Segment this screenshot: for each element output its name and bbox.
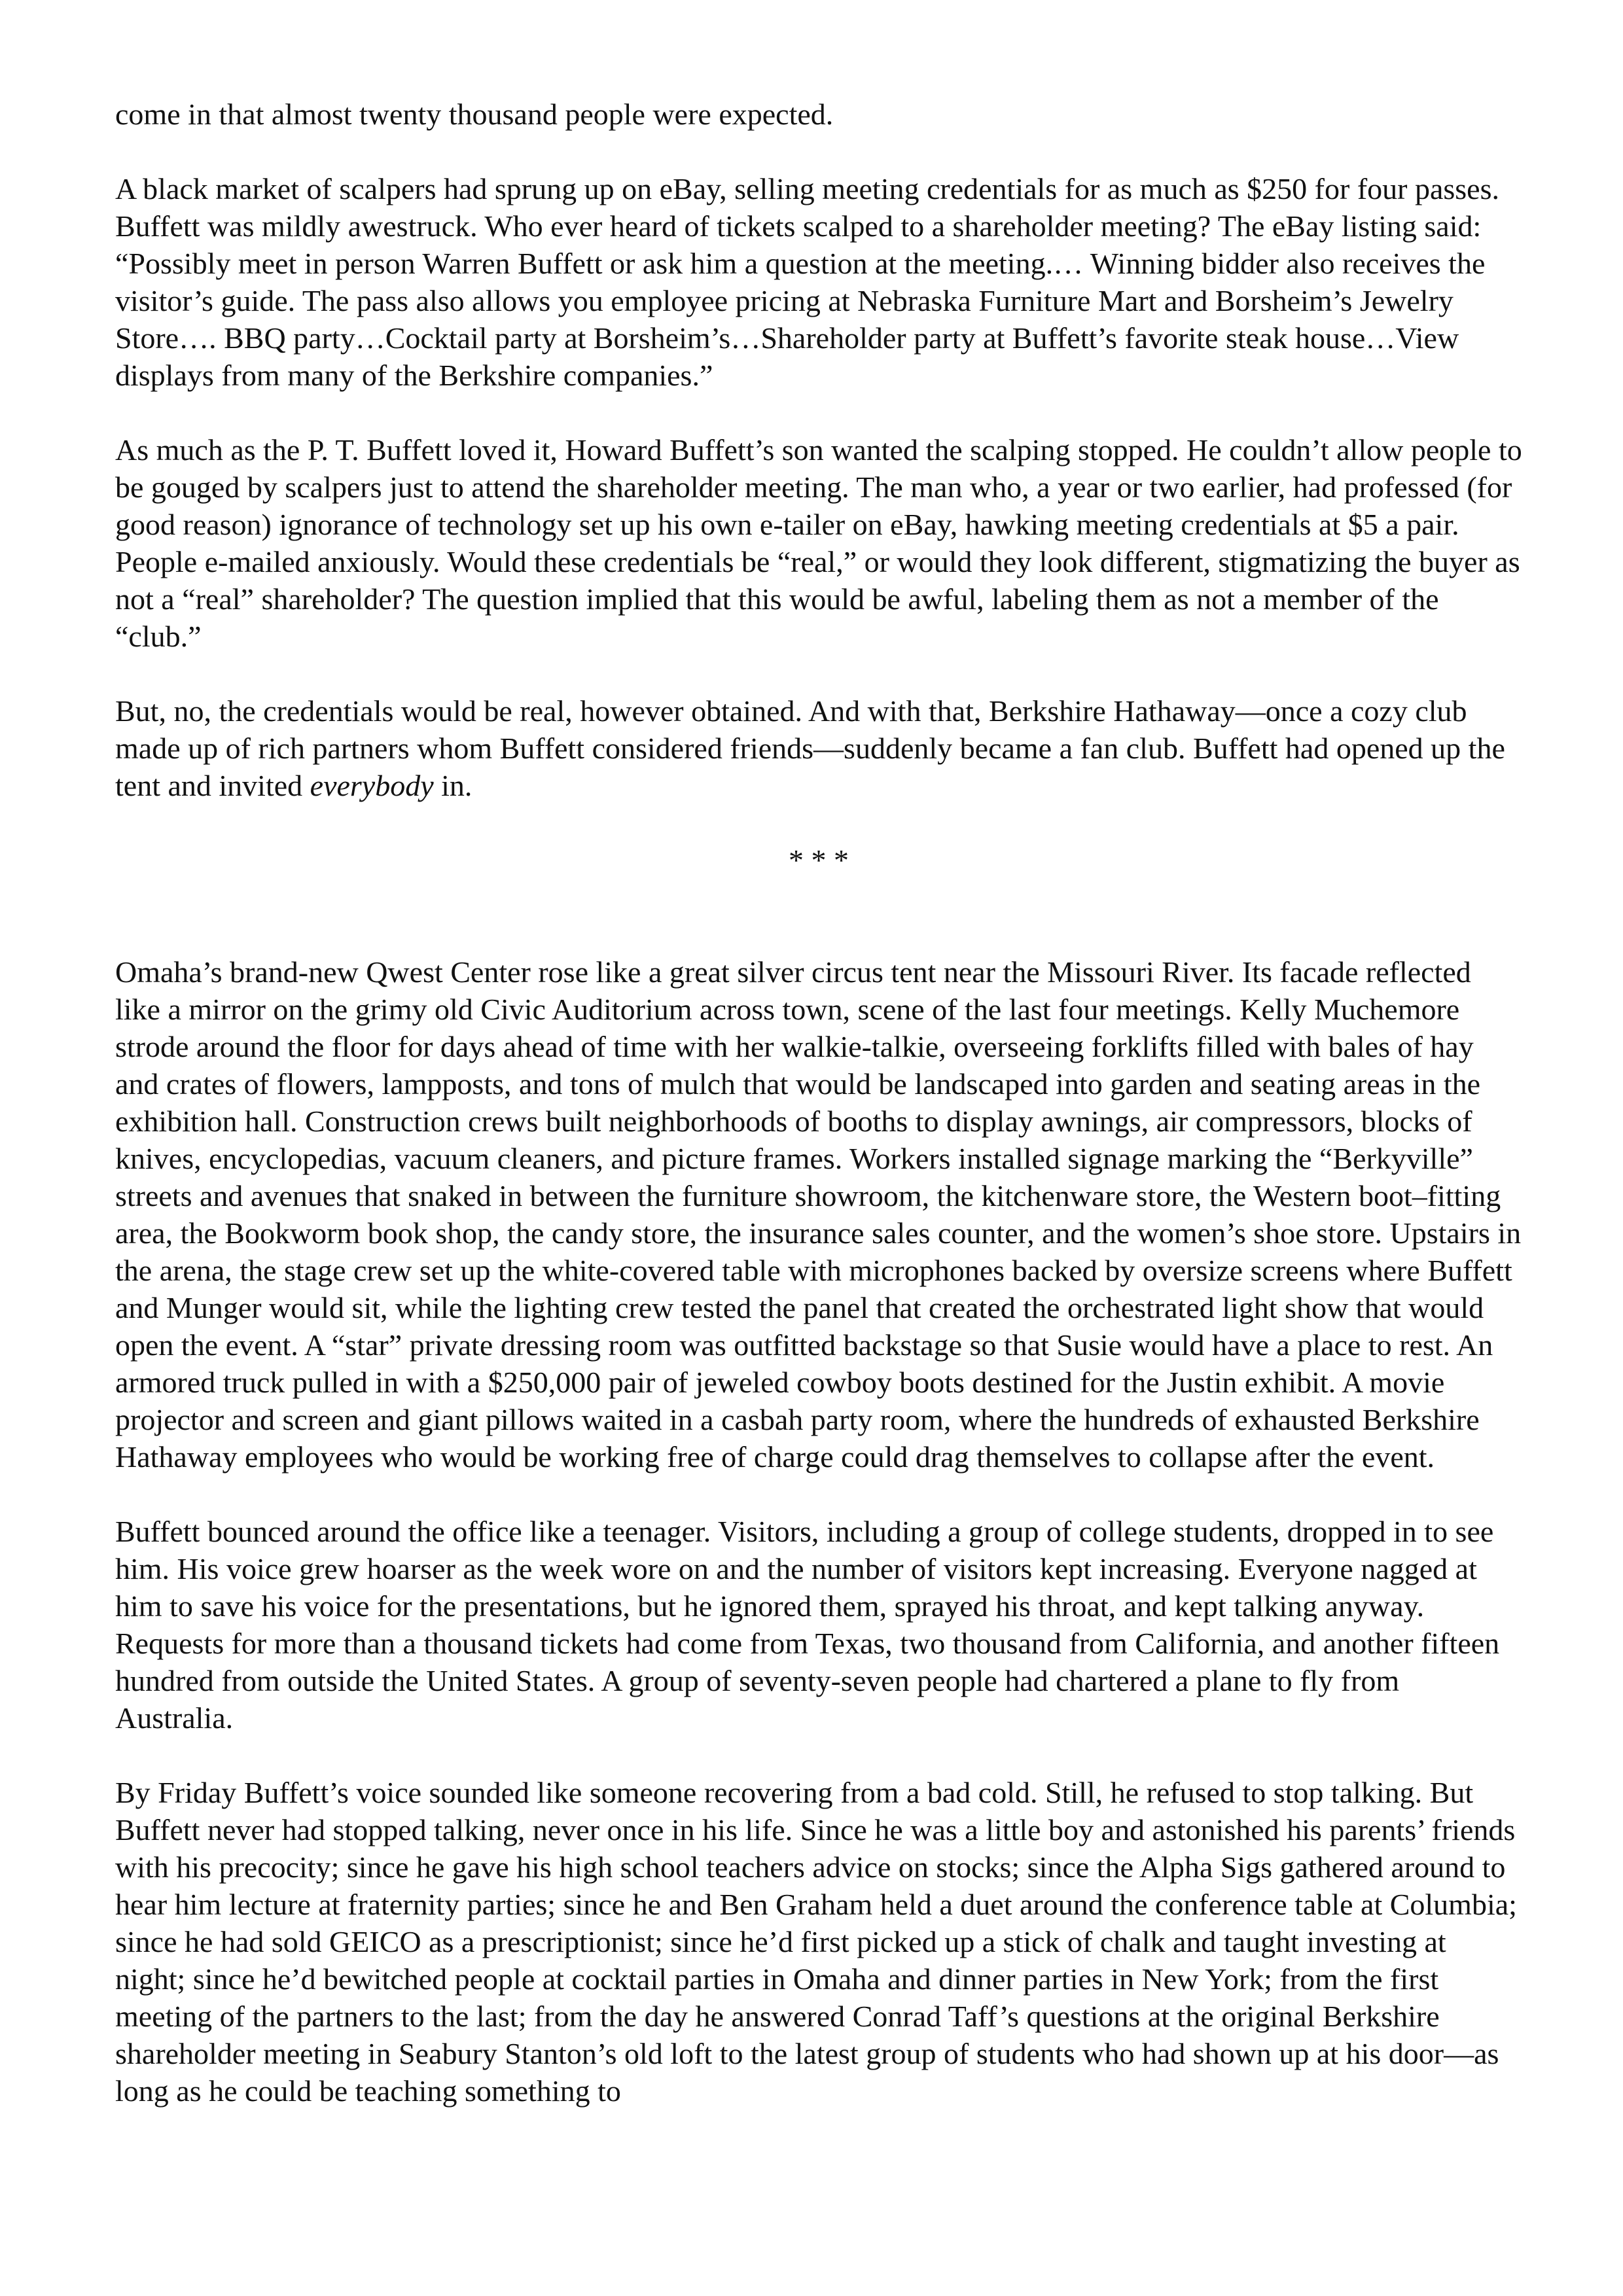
paragraph-fan-club-text: But, no, the credentials would be real, however obtained. And with that, Berkshire Hathaway—once a cozy club made up of rich partners whom Buffett considered friends—suddenly became a fan club. Buffett had opened up the tent and invited bbox=[115, 694, 1505, 802]
paragraph-friday-voice: By Friday Buffett’s voice sounded like someone recovering from a bad cold. Still, he refused to stop talking. But Buffett never had stopped talking, never once in his life. Since he was a little boy and astonished his parents’ friends with his precocity; since he gave his high school teachers advice on stocks; since the Alpha Sigs gathered around to hear him lecture at fraternity parties; since he and Ben Graham held a duet around the conference table at Columbia; since he had sold GEICO as a prescriptionist; since he’d first picked up a stick of chalk and taught investing at night; since he’d bewitched people at cocktail parties in Omaha and dinner parties in New York; from the first meeting of the partners to the last; from the day he answered Conrad Taff’s questions at the original Berkshire shareholder meeting in Seabury Stanton’s old loft to the latest group of students who had shown up at his door—as long as he could be teaching something to bbox=[115, 1776, 1517, 2108]
section-break: * * * bbox=[789, 843, 849, 877]
emphasis-everybody: everybody bbox=[310, 769, 434, 802]
paragraph-scalping-stopped: As much as the P. T. Buffett loved it, Howard Buffett’s son wanted the scalping stopped. He couldn’t allow people to be gouged by scalpers just to attend the shareholder meeting. The man who, a year or two earlier, had professed (for good reason) ignorance of technology set up his own e-tailer on eBay, hawking meeting credentials at $5 a pair. People e-mailed anxiously. Would these credentials be “real,” or would they look different, stigmatizing the buyer as not a “real” shareholder? The question implied that this would be awful, labeling them as not a member of the “club.” bbox=[115, 433, 1522, 653]
paragraph-fan-club-end: in. bbox=[433, 769, 473, 802]
paragraph-qwest-center: Omaha’s brand-new Qwest Center rose like a great silver circus tent near the Missouri River. Its facade reflected like a mirror on the grimy old Civic Auditorium across town, scene of the last four meetings. Kelly Muchemore strode around the floor for days ahead of time with her walkie-talkie, overseeing forklifts filled with bales of hay and crates of flowers, lampposts, and tons of mulch that would be landscaped into garden and seating areas in the exhibition hall. Construction crews built neighborhoods of booths to display awnings, air compressors, blocks of knives, encyclopedias, vacuum cleaners, and picture frames. Workers installed signage marking the “Berkyville” streets and avenues that snaked in between the furniture showroom, the kitchenware store, the Western boot–fitting area, the Bookworm book shop, the candy store, the insurance sales counter, and the women’s shoe store. Upstairs in the arena, the stage crew set up the white-covered table with microphones backed by oversize screens where Buffett and Munger would sit, while the lighting crew tested the panel that created the orchestrated light show that would open the event. A “star” private dressing room was outfitted backstage so that Susie would have a place to rest. An armored truck pulled in with a $250,000 pair of jeweled cowboy boots destined for the Justin exhibit. A movie projector and screen and giant pillows waited in a casbah party room, where the hundreds of exhausted Berkshire Hathaway employees who would be working free of charge could drag themselves to collapse after the event. bbox=[115, 955, 1522, 1474]
paragraph-fan-club bbox=[115, 692, 1522, 804]
paragraph-teenager: Buffett bounced around the office like a teenager. Visitors, including a group of college students, dropped in to see him. His voice grew hoarser as the week wore on and the number of visitors kept increasing. Everyone nagged at him to save his voice for the presentations, but he ignored them, sprayed his throat, and kept talking anyway. Requests for more than a thousand tickets had come from Texas, two thousand from California, and another fifteen hundred from outside the United States. A group of seventy-seven people had chartered a plane to fly from Australia. bbox=[115, 1515, 1500, 1735]
paragraph-black-market: A black market of scalpers had sprung up on eBay, selling meeting credentials for as much as $250 for four passes. Buffett was mildly awestruck. Who ever heard of tickets scalped to a shareholder meeting? The eBay listing said: “Possibly meet in person Warren Buffett or ask him a question at the meeting.… Winning bidder also receives the visitor’s guide. The pass also allows you employee pricing at Nebraska Furniture Mart and Borsheim’s Jewelry Store…. BBQ party…Cocktail party at Borsheim’s…Shareholder party at Buffett’s favorite steak house…View displays from many of the Berkshire companies.” bbox=[115, 172, 1499, 392]
paragraph-continuation: come in that almost twenty thousand people were expected. bbox=[115, 97, 834, 131]
page-body-top bbox=[115, 96, 1522, 2110]
